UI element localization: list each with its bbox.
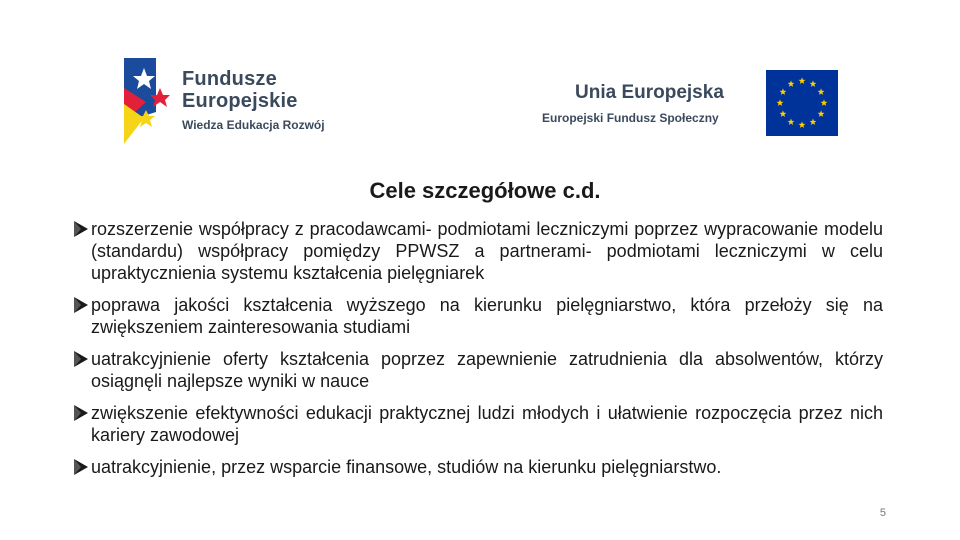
bullet-text: poprawa jakości kształcenia wyższego na kierunku pielęgniarstwo, która przełoży się na zwiększeniem zainteresowania studiami: [91, 295, 883, 337]
fe-logo-subtitle: Wiedza Edukacja Rozwój: [182, 118, 325, 132]
bullet-text: rozszerzenie współpracy z pracodawcami- podmiotami leczniczymi poprzez wypracowanie modelu (standardu) współpracy pomiędzy PPWSZ a partnerami- podmiotami leczniczymi w celu upraktycznienia systemu kształcenia pielęgniarek: [91, 219, 883, 283]
slide-title: Cele szczegółowe c.d.: [369, 178, 601, 203]
arrow-bullet-icon: [73, 403, 89, 423]
list-item: [73, 402, 883, 446]
unia-europejska-logo: [542, 70, 837, 136]
fundusze-europejskie-logo: [124, 58, 354, 144]
page-number: 5: [879, 507, 886, 519]
arrow-bullet-icon: [73, 295, 89, 315]
arrow-bullet-icon: [73, 349, 89, 369]
fe-logo-line2: Europejskie: [182, 90, 298, 112]
eu-logo-subtitle: Europejski Fundusz Społeczny: [542, 111, 719, 125]
bullet-text: zwiększenie efektywności edukacji praktycznej ludzi młodych i ułatwienie rozpoczęcia przez nich kariery zawodowej: [91, 403, 883, 445]
list-item: [73, 348, 883, 392]
fundusze-europejskie-mark-icon: [124, 58, 172, 144]
eu-logo-title: Unia Europejska: [575, 82, 724, 103]
eu-flag-icon: [766, 70, 838, 136]
arrow-bullet-icon: [73, 457, 89, 477]
list-item: [73, 456, 883, 478]
bullet-text: uatrakcyjnienie oferty kształcenia poprzez zapewnienie zatrudnienia dla absolwentów, którzy osiągnęli najlepsze wyniki w nauce: [91, 349, 883, 391]
list-item: [73, 218, 883, 284]
fe-logo-line1: Fundusze: [182, 68, 277, 90]
bullet-text: uatrakcyjnienie, przez wsparcie finansowe, studiów na kierunku pielęgniarstwo.: [91, 457, 722, 477]
list-item: [73, 294, 883, 338]
bullet-list: [73, 218, 883, 488]
arrow-bullet-icon: [73, 219, 89, 239]
